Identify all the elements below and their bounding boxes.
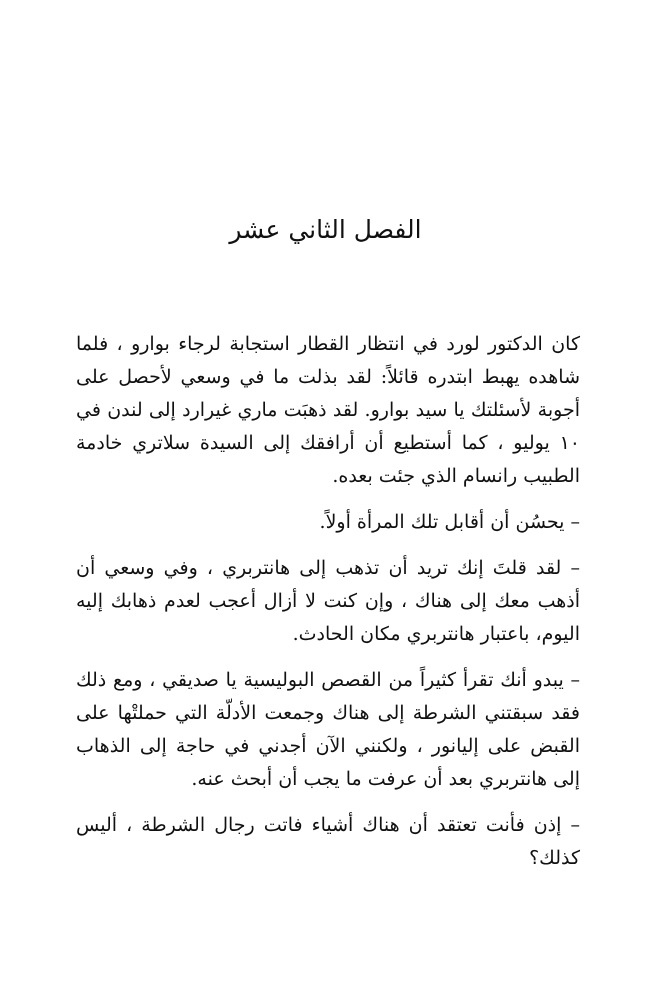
paragraph-4: – يبدو أنك تقرأ كثيراً من القصص البوليسية يا صديقي ، ومع ذلك فقد سبقتني الشرطة إلى هناك وجمعت الأدلّة التي حملتْها على القبض على إليانور ، ولكنني الآن أجدني في حاجة إلى الذهاب إلى هانتربري بعد أن عرفت ما يجب أن أبحث عنه. <box>76 669 580 790</box>
paragraph-5: – إذن فأنت تعتقد أن هناك أشياء فاتت رجال الشرطة ، أليس كذلك؟ <box>76 814 580 869</box>
chapter-body <box>76 328 580 875</box>
paragraph-1: كان الدكتور لورد في انتظار القطار استجابة لرجاء بوارو ، فلما شاهده يهبط ابتدره قائلاً: لقد بذلت ما في وسعي لأحصل على أجوبة لأسئلتك يا سيد بوارو. لقد ذهبَت ماري غيرارد إلى لندن في ١٠ يوليو ، كما أستطيع أن أرافقك إلى السيدة سلاتري خادمة الطبيب رانسام الذي جئت بعده. <box>76 333 580 487</box>
paragraph-2: – يحسُن أن أقابل تلك المرأة أولاً. <box>319 511 580 533</box>
paragraph-3: – لقد قلتَ إنك تريد أن تذهب إلى هانتربري ، وفي وسعي أن أذهب معك إلى هناك ، وإن كنت لا أزال أعجب لعدم ذهابك إليه اليوم، باعتبار هانتربري مكان الحادث. <box>76 557 580 645</box>
chapter-title: الفصل الثاني عشر <box>229 215 422 244</box>
